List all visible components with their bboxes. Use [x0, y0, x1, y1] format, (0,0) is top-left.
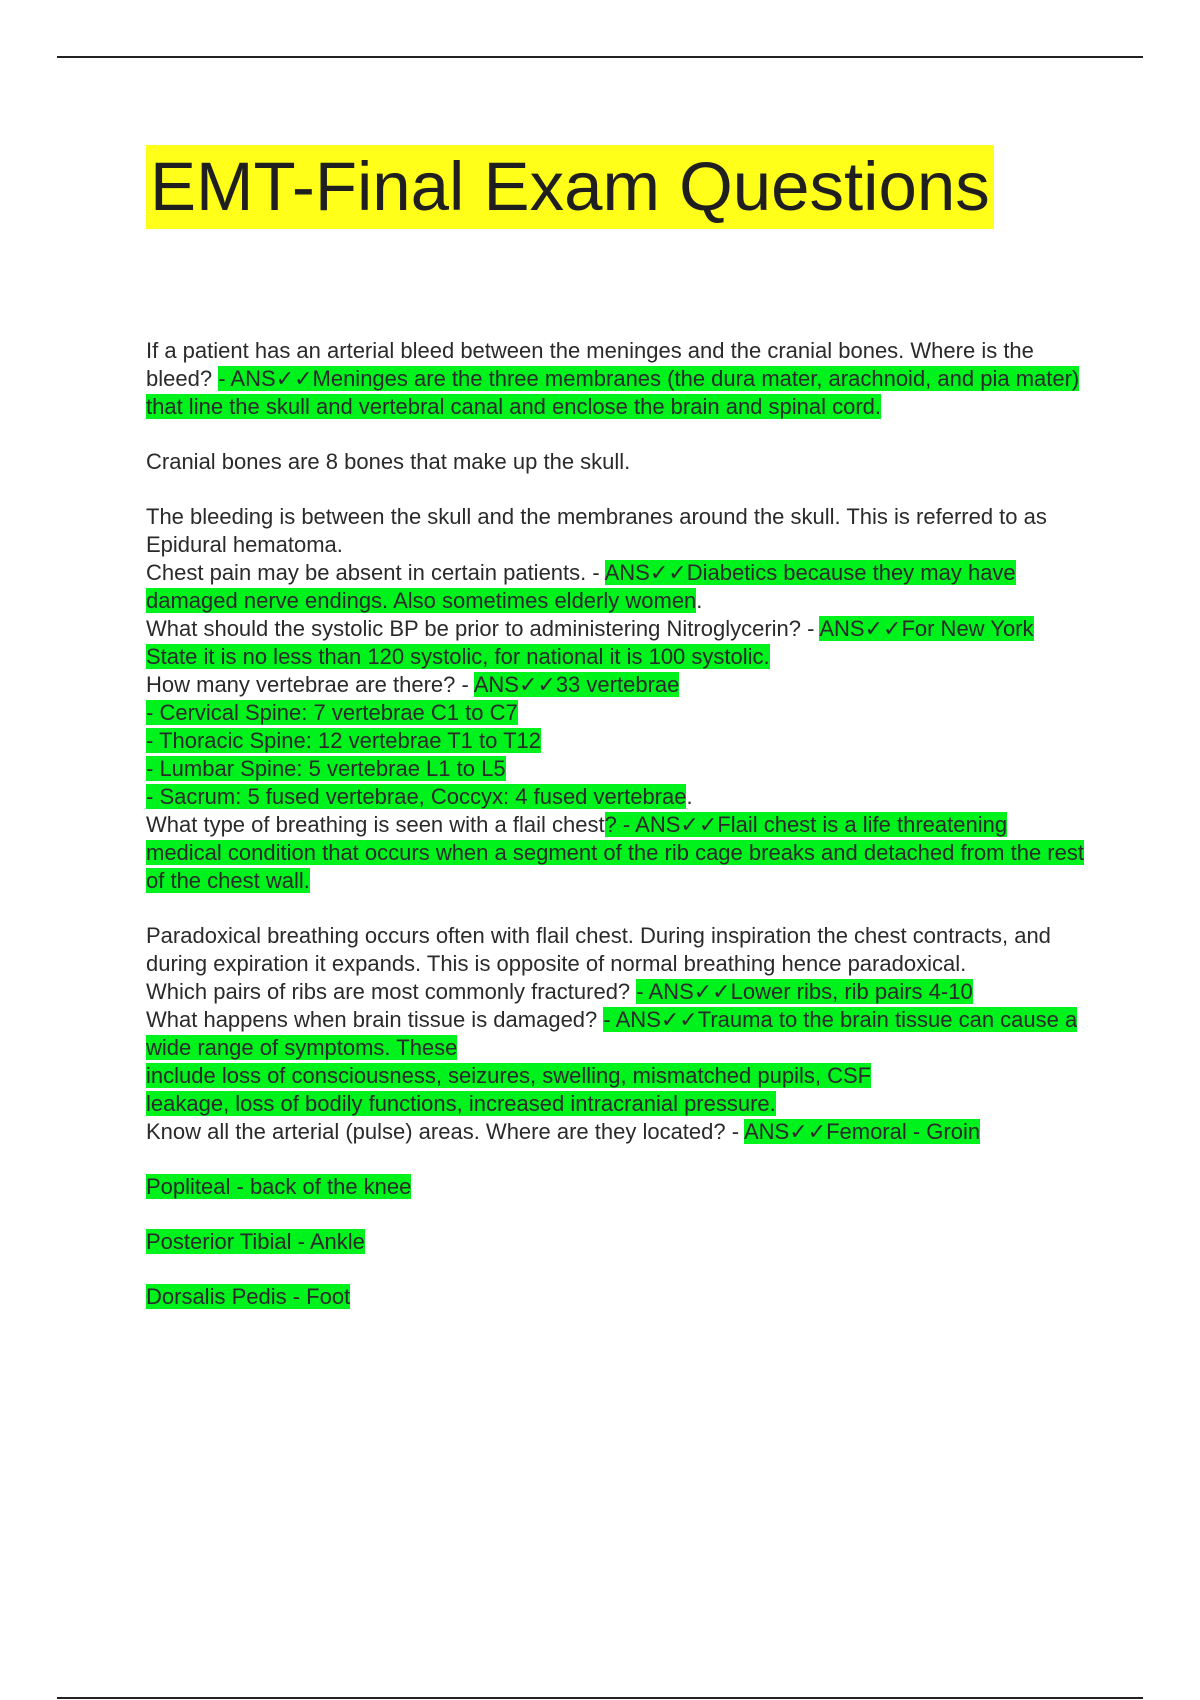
question-text: What type of breathing is seen with a flail chest: [146, 812, 605, 837]
highlighted-answer-text: - ANS✓✓Meninges are the three membranes (the dura mater, arachnoid, and pia mater) that line the skull and vertebral canal and enclose the brain and spinal cord.: [146, 366, 1080, 419]
highlighted-answer-text: - Cervical Spine: 7 vertebrae C1 to C7: [146, 700, 518, 725]
highlighted-answer-text: Posterior Tibial - Ankle: [146, 1229, 365, 1254]
paragraph: [146, 448, 1086, 476]
paragraph: [146, 559, 1086, 615]
highlighted-answer-text: - Lumbar Spine: 5 vertebrae L1 to L5: [146, 756, 506, 781]
document-body: [146, 337, 1086, 1311]
question-text: Which pairs of ribs are most commonly fractured?: [146, 979, 637, 1004]
title-block: [146, 145, 994, 229]
page-title: EMT-Final Exam Questions: [146, 145, 994, 229]
question-text: What should the systolic BP be prior to administering Nitroglycerin? -: [146, 616, 820, 641]
highlighted-answer-text: - Sacrum: 5 fused vertebrae, Coccyx: 4 fused vertebrae: [146, 784, 687, 809]
highlighted-answer-text: leakage, loss of bodily functions, increased intracranial pressure.: [146, 1091, 776, 1116]
paragraph: [146, 503, 1086, 559]
paragraph: [146, 1062, 1086, 1090]
highlighted-answer-text: - Thoracic Spine: 12 vertebrae T1 to T12: [146, 728, 542, 753]
highlighted-answer-text: ANS✓✓Diabetics because they may have damaged nerve endings. Also sometimes elderly women: [146, 560, 1016, 613]
paragraph: [146, 671, 1086, 699]
paragraph: [146, 1118, 1086, 1146]
question-text: .: [696, 588, 703, 613]
highlighted-answer-text: Dorsalis Pedis - Foot: [146, 1284, 351, 1309]
paragraph: [146, 755, 1086, 783]
paragraph: [146, 337, 1086, 421]
highlighted-answer-text: - ANS✓✓Trauma to the brain tissue can cause a wide range of symptoms. These: [146, 1007, 1078, 1060]
paragraph: [146, 1228, 1086, 1256]
bottom-rule: [57, 1697, 1143, 1699]
question-text: How many vertebrae are there? -: [146, 672, 474, 697]
highlighted-answer-text: Popliteal - back of the knee: [146, 1174, 412, 1199]
highlighted-answer-text: - ANS✓✓Lower ribs, rib pairs 4-10: [636, 979, 973, 1004]
question-text: The bleeding is between the skull and the membranes around the skull. This is referred to as Epidural hematoma.: [146, 504, 1047, 557]
highlighted-answer-text: ANS✓✓For New York State it is no less than 120 systolic, for national it is 100 systolic.: [146, 616, 1034, 669]
question-text: .: [686, 784, 693, 809]
paragraph: [146, 727, 1086, 755]
paragraph: [146, 1090, 1086, 1118]
highlighted-answer-text: ? - ANS✓✓Flail chest is a life threatening medical condition that occurs when a segment of the rib cage breaks and detached from the rest of the chest wall.: [146, 812, 1084, 893]
highlighted-answer-text: ANS✓✓33 vertebrae: [473, 672, 680, 697]
question-text: Know all the arterial (pulse) areas. Where are they located? -: [146, 1119, 744, 1144]
question-text: Paradoxical breathing occurs often with flail chest. During inspiration the chest contracts, and during expiration it expands. This is opposite of normal breathing hence paradoxical.: [146, 923, 1051, 976]
paragraph: [146, 615, 1086, 671]
paragraph: [146, 978, 1086, 1006]
paragraph: [146, 922, 1086, 978]
paragraph: [146, 1173, 1086, 1201]
paragraph: [146, 1283, 1086, 1311]
paragraph: [146, 783, 1086, 811]
question-text: Cranial bones are 8 bones that make up the skull.: [146, 449, 631, 474]
question-text: Chest pain may be absent in certain patients. -: [146, 560, 605, 585]
paragraph: [146, 1006, 1086, 1062]
paragraph: [146, 811, 1086, 895]
highlighted-answer-text: include loss of consciousness, seizures, swelling, mismatched pupils, CSF: [146, 1063, 872, 1088]
question-text: If a patient has an arterial bleed between the meninges and the cranial bones. Where is the bleed?: [146, 338, 1034, 391]
top-rule: [57, 56, 1143, 58]
highlighted-answer-text: ANS✓✓Femoral - Groin: [743, 1119, 981, 1144]
paragraph: [146, 699, 1086, 727]
question-text: What happens when brain tissue is damaged?: [146, 1007, 604, 1032]
